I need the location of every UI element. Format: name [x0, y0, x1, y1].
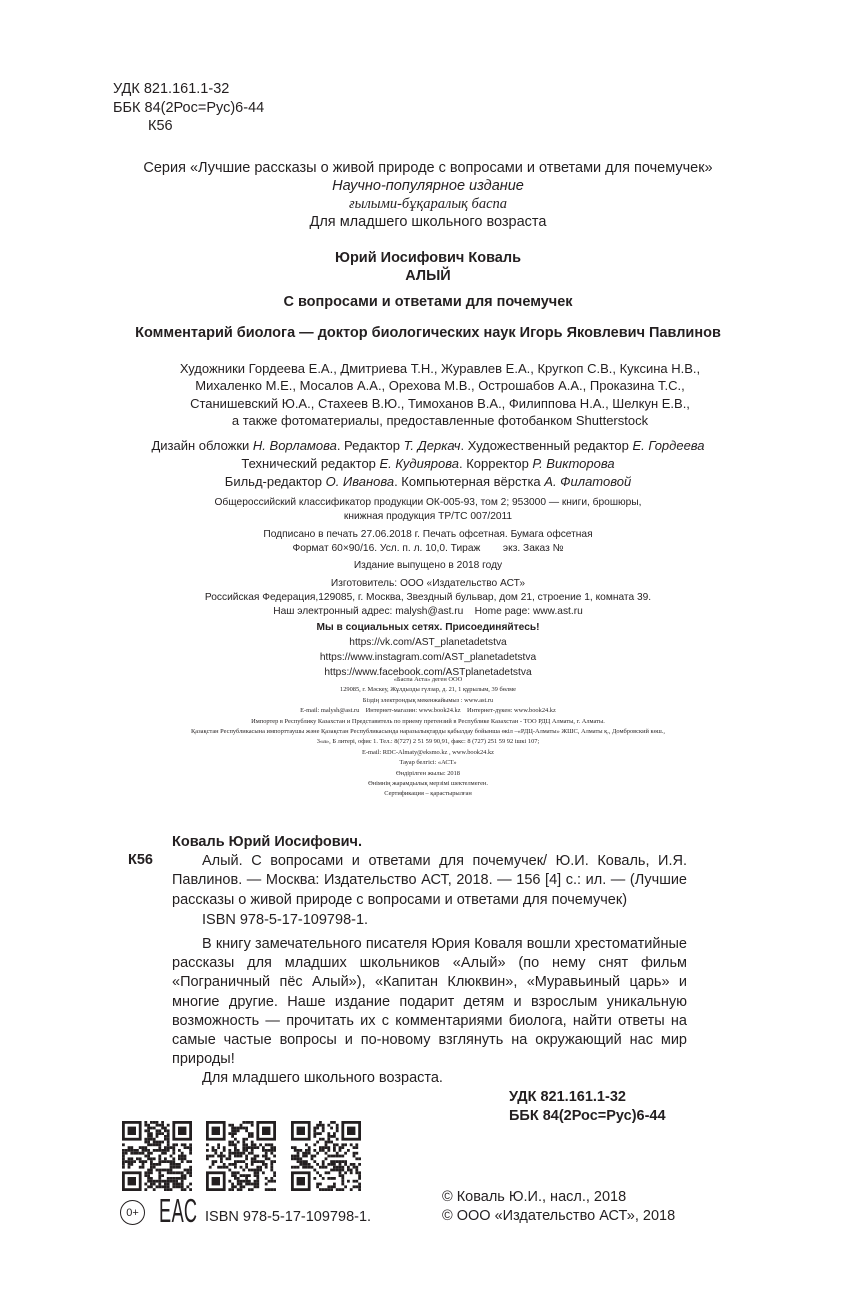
- credits-block: [0, 437, 845, 491]
- udk-code: УДК 821.161.1-32: [113, 81, 230, 97]
- classifier-line: Общероссийский классификатор продукции ОК-005-93, том 2; 953000 — книги, брошюры,: [214, 497, 642, 508]
- qr-code-icon[interactable]: [206, 1121, 276, 1191]
- credit-label: . Компьютерная вёрстка: [394, 474, 545, 489]
- credit-label: . Редактор: [336, 438, 404, 453]
- social-link-instagram[interactable]: https://www.instagram.com/AST_planetadetstva: [319, 652, 537, 663]
- print-line: Формат 60×90/16. Усл. п. л. 10,0. Тираж экз. Заказ №: [292, 543, 564, 555]
- copyright-line: © ООО «Издательство АСТ», 2018: [442, 1208, 676, 1224]
- artists-line: а также фотоматериалы, предоставленные фотобанком Shutterstock: [231, 413, 649, 429]
- credit-name: А. Филатовой: [544, 474, 632, 489]
- kz-line: 129085, г. Мәскеу, Жұлдызды гүлзар, д. 21, 1 құрылым, 39 бөлме: [340, 686, 516, 694]
- kz-line: Өндірілген жылы: 2018: [396, 769, 460, 777]
- credit-label: . Художественный редактор: [460, 438, 633, 453]
- qr-code-icon[interactable]: [122, 1121, 192, 1191]
- copyright-block: [442, 1188, 675, 1226]
- annotation: В книгу замечательного писателя Юрия Коваля вошли хрестоматийные рассказы для младших школьников «Алый» (по нему снят фильм «Пограничный пёс Алый»), «Капитан Клюквин», «Муравьиный царь» и многие другие. Наше издание подарит детям и взрослым уникальную возможность — прочитать их с комментариями биолога, найти ответы на самые частые вопросы и по-новому взглянуть на окружающий нас мир природы!: [172, 936, 687, 1068]
- kz-line: Импортер в Республику Казахстан и Представитель по приему претензий в Республике Казахстан - ТОО РДЦ Алматы, г. Алматы.: [251, 717, 605, 725]
- age-rating-badge: 0+: [120, 1200, 145, 1225]
- classifier-line: книжная продукция ТР/ТС 007/2011: [343, 511, 513, 523]
- udk-top-block: [113, 80, 264, 136]
- series-block: [0, 159, 845, 231]
- biblio-description: Алый. С вопросами и ответами для почемучек/ Ю.И. Коваль, И.Я. Павлинов. — Москва: Издательство АСТ, 2018. — 156 [4] с.: ил. — (Лучшие рассказы о живой природе с вопросами и ответами для почемучек): [172, 853, 687, 908]
- kz-line: E-mail: RDC-Almaty@eksmo.kz , www.book24.kz: [361, 748, 495, 756]
- bibliographic-entry: [172, 833, 687, 1089]
- udk-bottom-block: [509, 1088, 666, 1126]
- book-subtitle: С вопросами и ответами для почемучек: [283, 294, 573, 310]
- credit-name: О. Иванова: [325, 474, 395, 489]
- biblio-isbn: ISBN 978-5-17-109798-1.: [202, 911, 369, 928]
- release-line: Издание выпущено в 2018 году: [353, 560, 503, 571]
- credit-name: Е. Гордеева: [632, 438, 705, 453]
- kz-line: Қазақстан Республикасына импорттаушы және Қазақстан Республикасында наразылықтарды қабылдау бойынша өкіл –«РДЦ-Алматы» ЖШС, Алматы қ., Домбровский көш.,: [191, 728, 665, 736]
- social-block: [0, 620, 845, 680]
- credit-name: Т. Деркач: [403, 438, 461, 453]
- author-mark: К56: [148, 118, 173, 134]
- eac-mark: ЕАС: [159, 1192, 198, 1229]
- credit-label: Дизайн обложки: [151, 438, 253, 453]
- kz-line: «Баспа Аста» деген ООО: [393, 676, 463, 683]
- social-link-vk[interactable]: https://vk.com/AST_planetadetstva: [349, 637, 507, 648]
- credit-label: . Корректор: [458, 456, 533, 471]
- manufacturer-block: [0, 577, 845, 620]
- manufacturer-line: Изготовитель: ООО «Издательство АСТ»: [330, 578, 526, 589]
- artists-line: Станишевский Ю.А., Стахеев В.Ю., Тимоханов В.А., Филиппова Н.А., Шелкун Е.В.,: [190, 395, 690, 411]
- bbk-code: ББК 84(2Рос=Рус)6-44: [509, 1108, 666, 1124]
- edition-type-ru: Научно-популярное издание: [332, 178, 524, 194]
- credit-name: Н. Ворламова: [252, 438, 337, 453]
- author-name: Юрий Иосифович Коваль: [335, 250, 521, 266]
- classifier-block: [0, 496, 845, 524]
- credit-label: Бильд-редактор: [224, 474, 326, 489]
- kazakhstan-info-block: [0, 675, 845, 800]
- print-info-block: [0, 528, 845, 556]
- kz-line: Тауар белгісі: «АСТ»: [399, 759, 457, 767]
- biblio-heading: Коваль Юрий Иосифович.: [172, 834, 363, 850]
- social-link-facebook[interactable]: https://www.facebook.com/ASTplanetadetstva: [324, 667, 532, 678]
- kz-line: Сертификация – қарастырылған: [384, 790, 472, 798]
- manufacturer-line: Российская Федерация,129085, г. Москва, Звездный бульвар, дом 21, строение 1, комната 39.: [204, 592, 652, 604]
- artists-block: [0, 360, 845, 430]
- kz-line: E-mail: malysh@ast.ru Интернет-магазин: www.book24.kz Интернет-дүкен: www.book24.kz: [300, 707, 556, 715]
- age-line: Для младшего школьного возраста: [309, 214, 547, 230]
- credit-name: Р. Викторова: [532, 456, 615, 471]
- artists-line: Художники Гордеева Е.А., Дмитриева Т.Н., Журавлев Е.А., Кругкоп С.В., Куксина Н.В.,: [179, 361, 701, 376]
- social-heading: Мы в социальных сетях. Присоединяйтесь!: [316, 622, 540, 633]
- kz-line: Өнімнің жарамдылық мерзімі шектелмеген.: [368, 780, 488, 788]
- kz-line: 3«а», Б литері, офис 1. Тел.: 8(727) 2 51 59 90,91, факс: 8 (727) 251 59 92 ішкі 107;: [316, 738, 540, 746]
- print-line: Подписано в печать 27.06.2018 г. Печать офсетная. Бумага офсетная: [263, 529, 593, 540]
- artists-line: Михаленко М.Е., Мосалов А.А., Орехова М.В., Острошабов А.А., Проказина Т.С.,: [195, 378, 685, 394]
- series-line: Серия «Лучшие рассказы о живой природе с вопросами и ответами для почемучек»: [143, 160, 713, 176]
- copyright-line: © Коваль Ю.И., насл., 2018: [442, 1189, 627, 1205]
- manufacturer-line: Наш электронный адрес: malysh@ast.ru Home page: www.ast.ru: [273, 606, 583, 618]
- book-title: АЛЫЙ: [405, 267, 451, 284]
- biologist-comment: Комментарий биолога — доктор биологических наук Игорь Яковлевич Павлинов: [135, 324, 721, 341]
- credit-name: Е. Кудиярова: [379, 456, 459, 471]
- biblio-author-mark: К56: [128, 852, 153, 868]
- biblio-age: Для младшего школьного возраста.: [202, 1070, 443, 1087]
- title-block: [0, 250, 845, 342]
- bbk-code: ББК 84(2Рос=Рус)6-44: [113, 99, 265, 116]
- isbn: ISBN 978-5-17-109798-1.: [205, 1209, 372, 1225]
- qr-code-icon[interactable]: [291, 1121, 361, 1191]
- udk-code: УДК 821.161.1-32: [509, 1089, 626, 1105]
- credit-label: Технический редактор: [241, 456, 380, 471]
- kz-line: Біздің электрондық мекенжайымыз : www.ast.ru: [362, 696, 494, 704]
- edition-type-kz: ғылыми-бұқаралық баспа: [348, 196, 508, 212]
